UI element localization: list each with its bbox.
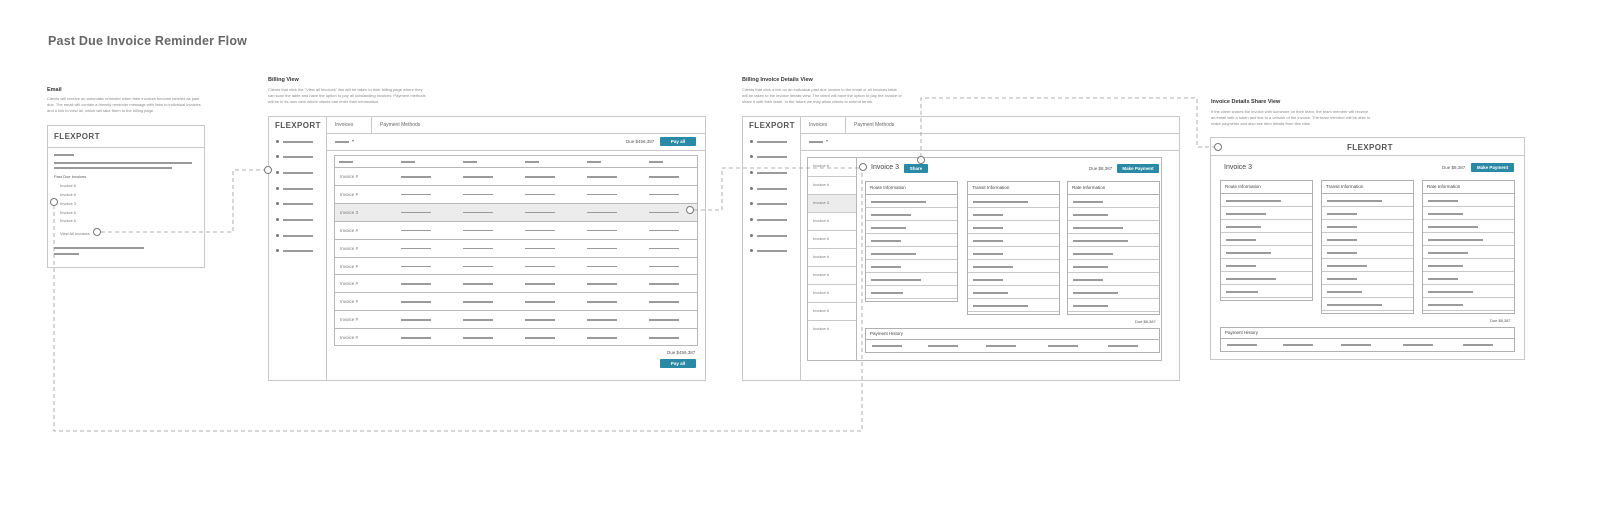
invoice-cell: Invoice # [340, 174, 359, 179]
tab-invoices[interactable]: Invoices [327, 117, 372, 133]
invoice-title: Invoice 3 [1224, 164, 1253, 171]
email-description: Clients will receive an automatic reminder when their invoices become labeled as past due. The email will contain a friendly reminder message with links to individual invoices and a link to view all, which will take them to the billing page. [47, 96, 201, 113]
total-due: Due $456,387 [626, 139, 655, 144]
card-title: Route Information [1221, 181, 1312, 194]
billing-description: Clients that click the "View all Invoices" link will be taken to their billing page where they can scan the table and have the option to pay all outstanding invoices. Payment methods will be in its own view where clients can enter their information. [268, 87, 426, 104]
list-item-label: Invoice # [813, 218, 830, 223]
flexport-logo: FLEXPORT [275, 121, 321, 130]
invoice-cell: Invoice # [340, 335, 359, 341]
invoice-due: Due $8,387 [1442, 165, 1466, 170]
connector-start-circle [93, 228, 101, 236]
details-description: Clients that click a link on an individual past due invoice in the email or all invoices table will be taken to the invoice details view. The client will have the option to pay the invoice or share it with their team. In the future we may allow clients to extend terms. [742, 87, 902, 104]
list-item-label: Invoice # [813, 236, 830, 241]
view-all-invoices-link[interactable]: View All Invoices [60, 231, 90, 236]
email-invoice-link[interactable]: Invoice # [60, 192, 77, 197]
chevron-down-icon: ▾ [826, 138, 829, 143]
details-heading: Billing Invoice Details View [742, 77, 813, 83]
connector-end-circle [1214, 143, 1222, 151]
make-payment-button[interactable]: Make Payment [1117, 164, 1159, 173]
connector-start-circle [50, 198, 58, 206]
connector-start-circle [917, 156, 925, 164]
card-title: Rate Information [1068, 182, 1159, 195]
email-heading: Email [47, 87, 62, 93]
connector-share-to-shareview [921, 98, 1214, 157]
billing-heading: Billing View [268, 77, 299, 83]
invoice-cell: Invoice # [340, 191, 359, 197]
connector-row-to-details [694, 168, 863, 210]
email-invoice-link[interactable]: Invoice # [60, 183, 77, 188]
card-title: Payment History [1221, 328, 1514, 339]
invoice-cell: Invoice # [340, 227, 359, 233]
connector-end-circle [859, 163, 867, 171]
card-title: Payment History [866, 329, 1159, 340]
flexport-logo: FLEXPORT [1347, 143, 1393, 152]
page-title: Past Due Invoice Reminder Flow [48, 34, 248, 48]
share-description: If the client shares the invoice with someone on their team, the team member will receive an email with a token and link to a version of the invoice. The team member will be able to make payments and also see item details from this view. [1211, 109, 1371, 126]
card-title: Transit Information [968, 182, 1059, 195]
invoice-cell: Invoice # [340, 281, 359, 287]
invoice-cell: Invoice # [340, 245, 359, 251]
list-item-label: Invoice # [813, 163, 830, 168]
list-item-label: Invoice # [813, 308, 830, 313]
connector-view-all-to-billing [101, 170, 268, 232]
card-title: Transit Information [1322, 181, 1413, 194]
list-item-label: Invoice # [813, 290, 830, 295]
list-item-label: Invoice # [813, 254, 830, 259]
invoice-cell: Invoice # [340, 263, 359, 269]
pay-all-button-bottom[interactable]: Pay all [660, 359, 696, 368]
share-button[interactable]: Share [904, 164, 928, 173]
flexport-logo: FLEXPORT [749, 121, 795, 130]
total-due-bottom: Due $456,387 [667, 350, 696, 355]
pay-all-button[interactable]: Pay all [660, 137, 696, 146]
invoice-due: Due $8,387 [1089, 166, 1113, 171]
card-title: Rate Information [1423, 181, 1514, 194]
tab-payment-methods[interactable]: Payment Methods [380, 122, 421, 128]
tab-invoices[interactable]: Invoices [801, 117, 846, 133]
list-item-label: Invoice 3 [813, 200, 830, 205]
invoice-cell: Invoice # [340, 317, 359, 323]
make-payment-button[interactable]: Make Payment [1471, 163, 1514, 172]
connector-end-circle [264, 166, 272, 174]
list-item-label: Invoice # [813, 182, 830, 187]
invoice-cell: Invoice # [340, 299, 359, 305]
connector-start-circle [686, 206, 694, 214]
list-item-label: Invoice # [813, 326, 830, 331]
flexport-logo: FLEXPORT [54, 132, 100, 141]
email-invoice-link[interactable]: Invoice # [60, 210, 77, 215]
share-heading: Invoice Details Share View [1211, 99, 1281, 105]
connector-email-to-details [54, 172, 862, 431]
tab-payment-methods[interactable]: Payment Methods [854, 122, 895, 128]
chevron-down-icon: ▾ [352, 138, 355, 143]
due-small: Due $8,387 [1490, 318, 1511, 323]
list-item-label: Invoice # [813, 272, 830, 277]
due-small: Due $8,387 [1135, 319, 1156, 324]
invoice-cell: Invoice 3 [340, 209, 359, 215]
email-invoice-link[interactable]: Invoice # [60, 218, 77, 223]
past-due-title: Past Due Invoices [54, 174, 87, 179]
email-invoice-link[interactable]: Invoice 3 [60, 201, 77, 206]
invoice-title: Invoice 3 [871, 164, 900, 171]
card-title: Route Information [866, 182, 957, 195]
